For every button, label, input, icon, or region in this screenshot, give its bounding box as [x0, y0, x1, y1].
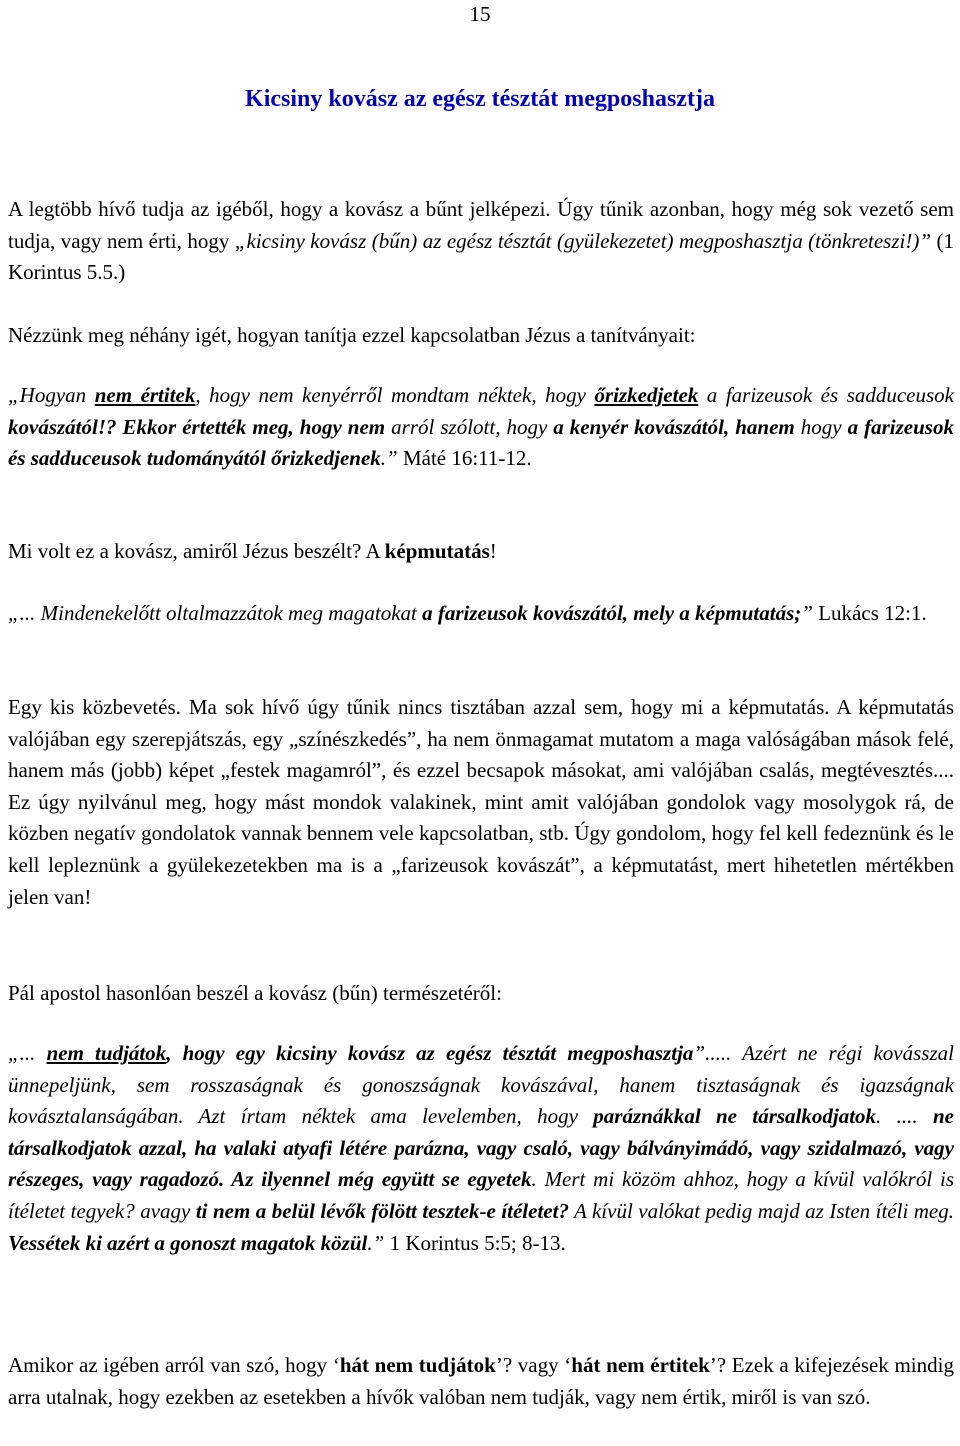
quote-emphasis: Ekkor értették meg, hogy nem: [116, 414, 386, 439]
paragraph-conclusion: [8, 1350, 954, 1413]
quote-text: . ....: [876, 1104, 933, 1129]
intro-reference: (1 Korintus 5.5.): [8, 228, 954, 285]
paragraph-digression: Egy kis közbevetés. Ma sok hívő úgy tűnik nincs tisztában azzal sem, hogy mi a képmutatás. A képmutatás valójában egy szerepjátszás, egy „színészkedés”, ha nem önmagamat mutatom a maga valóságában mások felé, hanem más (jobb) képet „festek magamról”, és ezzel becsapok másokat, ami valójában csalás, megtévesztés.... Ez úgy nyilvánul meg, hogy mást mondok valakinek, mint amit valójában gondolok vagy mosolygok rá, de közben negatív gondolatok vannak bennem vele kapcsolatban, stb. Úgy gondolom, hogy fel kell fedeznünk és le kell lepleznünk a gyülekezetekben ma is a „farizeusok kovászát”, a képmutatást, mert hihetetlen mértékben jelen van!: [8, 695, 954, 909]
quote-text: A kívül valókat pedig majd az Isten ítéli meg.: [568, 1198, 955, 1223]
quote-emphasis: paráznákkal ne társalkodjatok: [593, 1104, 877, 1129]
quote-text: „...: [8, 1041, 47, 1065]
page-number: 15: [469, 2, 491, 26]
quote-text: ”: [801, 601, 813, 625]
quote-emphasis: őrizkedjetek: [594, 383, 699, 407]
quote-emphasis: ti nem a belül lévők fölött tesztek-e ítéletet?: [195, 1198, 569, 1223]
page-title: Kicsiny kovász az egész tésztát megposhasztja: [245, 86, 715, 112]
quote-text: .”: [380, 446, 398, 471]
paragraph-lead: Nézzünk meg néhány igét, hogyan tanítja ezzel kapcsolatban Jézus a tanítványait:: [8, 323, 696, 347]
quote-text: ”..... Azért ne régi kovásszal ünnepeljünk, sem rosszaságnak és gonoszságnak kovászával, hanem tisztaságnak és igazságnak kovásztalanságában. Azt írtam néktek ama levelemben, hogy: [8, 1041, 954, 1129]
quote-emphasis: a kenyér kovászától, hanem: [553, 414, 795, 439]
quote-text: „Hogyan: [8, 383, 95, 407]
quote-emphasis: nem tudjátok: [46, 1041, 167, 1065]
quote-emphasis: kovászától!?: [8, 414, 117, 439]
quote-reference: 1 Korintus 5:5; 8-13.: [384, 1230, 566, 1255]
question-text: Mi volt ez a kovász, amiről Jézus beszélt? A: [8, 539, 385, 563]
conclusion-text: ’? Ezek a kifejezések mindig arra utalnak, hogy ezekben az esetekben a hívők valóban nem tudják, vagy nem értik, miről is van szó.: [8, 1353, 954, 1409]
quote-text: a farizeusok és sadduceusok: [698, 383, 954, 407]
paragraph-corinthians-quote: [8, 1038, 954, 1259]
quote-emphasis: nem értitek: [94, 383, 196, 407]
conclusion-emphasis: hát nem tudjátok: [339, 1353, 496, 1377]
paragraph-intro: [8, 194, 954, 289]
quote-text: . Mert mi közöm ahhoz, hogy a kívül valókról is ítéletet tegyek? avagy: [8, 1167, 954, 1223]
quote-text: .”: [367, 1230, 385, 1255]
paragraph-question: [8, 536, 954, 568]
conclusion-text: Amikor az igében arról van szó, hogy ‘: [8, 1353, 340, 1377]
quote-emphasis: ne társalkodjatok azzal, ha valaki atyafi létére parázna, vagy csaló, vagy bálványimádó, vagy szidalmazó, vagy részeges, vagy ragadozó. Az ilyennel még együtt se egyetek: [8, 1104, 954, 1192]
quote-emphasis: , hogy egy kicsiny kovász az egész tésztát megposhasztja: [166, 1041, 694, 1065]
quote-reference: Máté 16:11-12.: [397, 446, 532, 471]
quote-reference: Lukács 12:1.: [812, 601, 927, 625]
quote-text: hogy: [794, 414, 848, 439]
paragraph-luke-quote: [8, 598, 954, 630]
quote-emphasis: Vessétek ki azért a gonoszt magatok közül: [8, 1230, 368, 1255]
paragraph-matthew-quote: [8, 380, 954, 475]
quote-text: arról szólott, hogy: [385, 414, 554, 439]
conclusion-emphasis: hát nem értitek: [571, 1353, 710, 1377]
conclusion-text: ’? vagy ‘: [495, 1353, 572, 1377]
intro-quote: „kicsiny kovász (bűn) az egész tésztát (gyülekezetet) megposhasztja (tönkreteszi!)”: [234, 228, 932, 253]
intro-text: A legtöbb hívő tudja az igéből, hogy a kovász a bűnt jelképezi. Úgy tűnik azonban, hogy még sok vezető sem tudja, vagy nem érti, hogy: [8, 197, 954, 253]
quote-emphasis: a farizeusok kovászától, mely a képmutatás;: [422, 601, 802, 625]
question-text: !: [489, 539, 497, 563]
quote-emphasis: a farizeusok és sadduceusok tudományától őrizkedjenek: [8, 414, 954, 471]
quote-text: „... Mindenekelőtt oltalmazzátok meg magatokat: [8, 601, 423, 625]
question-answer: képmutatás: [384, 539, 490, 563]
paragraph-paul: Pál apostol hasonlóan beszél a kovász (bűn) természetéről:: [8, 981, 502, 1005]
quote-text: , hogy nem kenyérről mondtam néktek, hogy: [195, 383, 595, 407]
